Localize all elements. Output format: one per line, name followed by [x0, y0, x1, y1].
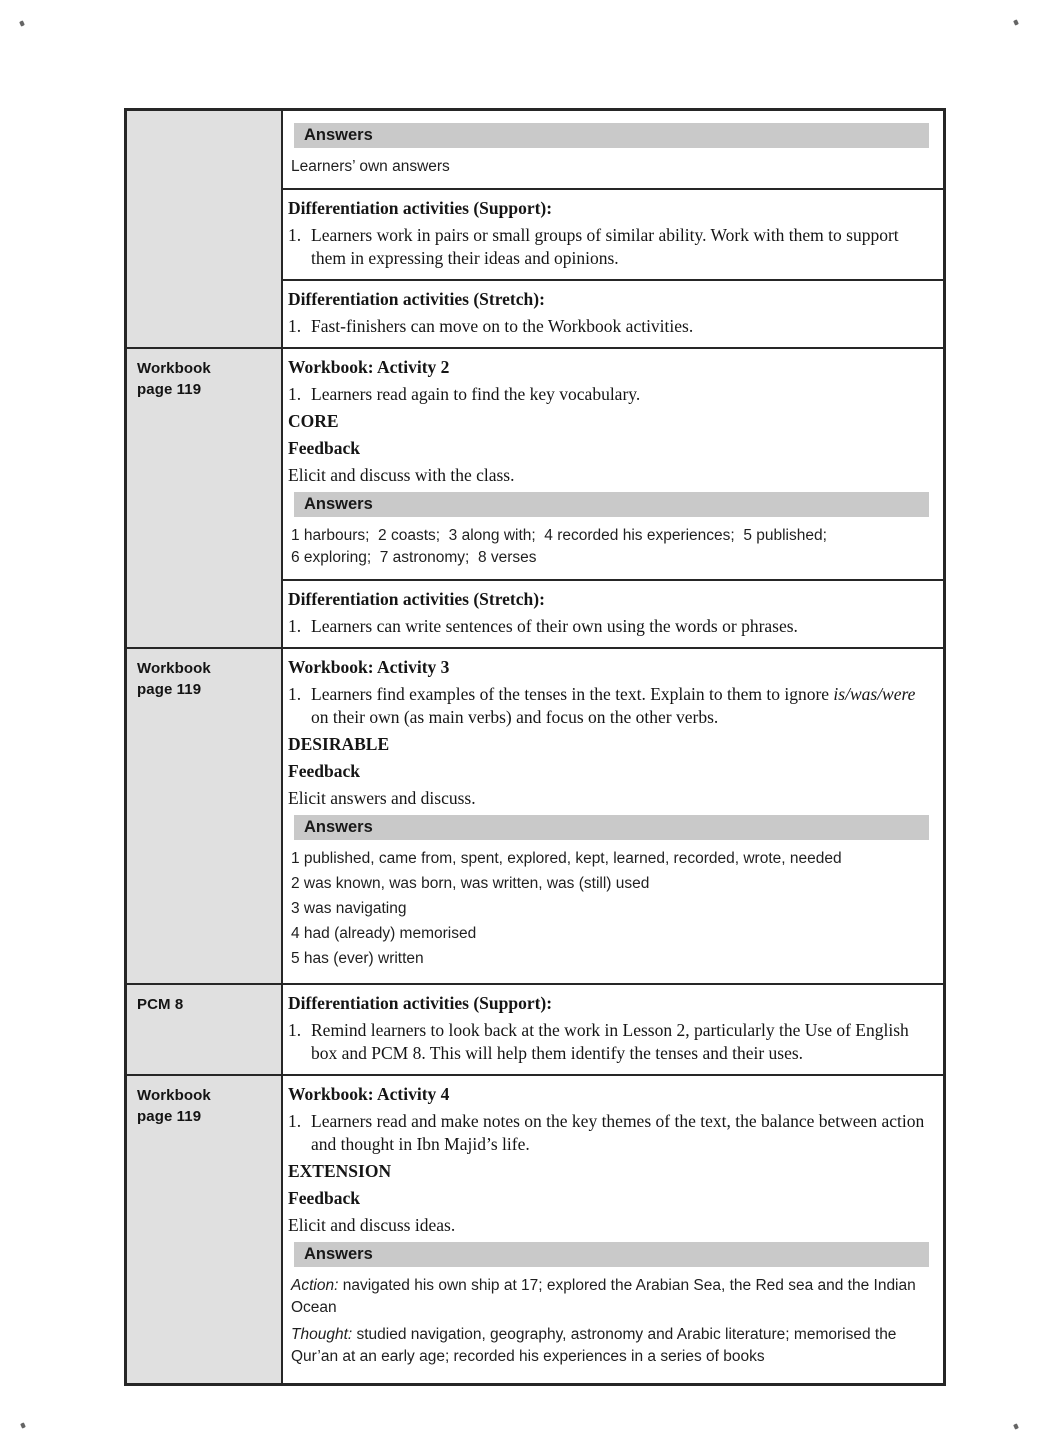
item-text: Learners work in pairs or small groups of similar ability. Work with them to support them in expressing their ideas and opinions.	[311, 225, 899, 268]
numbered-item	[288, 383, 935, 406]
answer-line: 1 harbours; 2 coasts; 3 along with; 4 recorded his experiences; 5 published;	[291, 527, 827, 544]
row-content-cell	[283, 985, 943, 1074]
answer-paragraph: 2 was known, was born, was written, was (still) used	[291, 875, 650, 892]
row-label-cell	[127, 349, 283, 647]
table-row	[127, 347, 943, 647]
numbered-item	[288, 224, 935, 270]
differentiation-support-section	[283, 985, 943, 1074]
feedback-label: Feedback	[288, 1188, 360, 1208]
feedback-text: Elicit answers and discuss.	[288, 788, 476, 808]
feedback-text: Elicit and discuss with the class.	[288, 465, 515, 485]
row-label: Workbook	[137, 1087, 211, 1104]
answers-block	[288, 1242, 933, 1374]
feedback-label: Feedback	[288, 438, 360, 458]
answer-paragraph	[291, 1324, 929, 1368]
numbered-item	[288, 1019, 935, 1065]
activity-section	[283, 649, 943, 983]
answer-paragraph: 5 has (ever) written	[291, 950, 424, 967]
answers-content	[288, 148, 933, 179]
table-row	[127, 647, 943, 983]
differentiation-support-section	[283, 188, 943, 279]
differentiation-heading: Differentiation activities (Support):	[288, 198, 553, 218]
crop-mark-bottom-right	[1013, 1423, 1019, 1429]
row-label-cell	[127, 111, 283, 347]
item-number: 1.	[288, 384, 302, 404]
row-label-cell	[127, 649, 283, 983]
row-label: Workbook	[137, 360, 211, 377]
answers-section	[283, 111, 943, 188]
answer-paragraph: 4 had (already) memorised	[291, 925, 477, 942]
answers-content	[288, 840, 933, 974]
item-text-part: Learners find examples of the tenses in the text. Explain to them to ignore	[311, 684, 834, 704]
answers-block	[288, 123, 933, 179]
lesson-plan-table	[124, 108, 946, 1386]
answers-header: Answers	[294, 815, 929, 840]
level-label: DESIRABLE	[288, 734, 390, 754]
row-label: page 119	[137, 681, 202, 698]
activity-section	[283, 349, 943, 579]
activity-section	[283, 1076, 943, 1383]
activity-title: Workbook: Activity 2	[288, 357, 450, 377]
answers-block	[288, 815, 933, 974]
row-label: Workbook	[137, 660, 211, 677]
answers-header: Answers	[294, 1242, 929, 1267]
item-text: Learners read and make notes on the key themes of the text, the balance between action and thought in Ibn Majid’s life.	[311, 1111, 925, 1154]
differentiation-stretch-section	[283, 579, 943, 647]
row-label-cell	[127, 1076, 283, 1383]
row-label: page 119	[137, 381, 202, 398]
numbered-item	[288, 683, 935, 729]
differentiation-heading: Differentiation activities (Support):	[288, 993, 553, 1013]
differentiation-stretch-section	[283, 279, 943, 347]
answers-content	[288, 1267, 933, 1374]
answer-paragraph	[291, 1275, 929, 1319]
table-row	[127, 111, 943, 347]
row-content-cell	[283, 1076, 943, 1383]
answers-block	[288, 492, 933, 570]
item-text: Learners read again to find the key vocabulary.	[311, 384, 641, 404]
crop-mark-top-left	[19, 20, 25, 26]
level-label: EXTENSION	[288, 1161, 392, 1181]
feedback-text: Elicit and discuss ideas.	[288, 1215, 456, 1235]
item-text	[311, 683, 935, 729]
answer-lead-label: Action:	[291, 1277, 339, 1294]
activity-title: Workbook: Activity 3	[288, 657, 450, 677]
row-content-cell	[283, 349, 943, 647]
crop-mark-top-right	[1013, 19, 1019, 25]
item-text: Fast-finishers can move on to the Workbook activities.	[311, 316, 694, 336]
differentiation-heading: Differentiation activities (Stretch):	[288, 289, 545, 309]
row-content-cell	[283, 649, 943, 983]
item-text: Remind learners to look back at the work in Lesson 2, particularly the Use of English box and PCM 8. This will help them identify the tenses and their uses.	[311, 1020, 909, 1063]
item-number: 1.	[288, 1111, 302, 1131]
row-label: page 119	[137, 1108, 202, 1125]
row-label-cell	[127, 985, 283, 1074]
answer-paragraph: 3 was navigating	[291, 900, 407, 917]
answer-line: 6 exploring; 7 astronomy; 8 verses	[291, 549, 537, 566]
answers-content	[288, 517, 933, 570]
numbered-item	[288, 1110, 935, 1156]
numbered-item	[288, 615, 935, 638]
feedback-label: Feedback	[288, 761, 360, 781]
item-number: 1.	[288, 316, 302, 336]
numbered-item	[288, 315, 935, 338]
answer-lead-label: Thought:	[291, 1326, 353, 1343]
differentiation-heading: Differentiation activities (Stretch):	[288, 589, 545, 609]
row-label: PCM 8	[137, 996, 184, 1013]
item-text: Learners can write sentences of their own using the words or phrases.	[311, 616, 798, 636]
item-text-italic: is/was/were	[833, 684, 916, 704]
table-row	[127, 1074, 943, 1383]
row-content-cell	[283, 111, 943, 347]
answer-line: Learners’ own answers	[291, 158, 450, 175]
item-number: 1.	[288, 225, 302, 245]
item-number: 1.	[288, 1020, 302, 1040]
answers-header: Answers	[294, 123, 929, 148]
answer-lead-text: studied navigation, geography, astronomy and Arabic literature; memorised the Qur’an at an early age; recorded his experiences in a series of books	[291, 1326, 901, 1365]
item-number: 1.	[288, 684, 302, 704]
answer-paragraph: 1 published, came from, spent, explored, kept, learned, recorded, wrote, needed	[291, 850, 842, 867]
item-number: 1.	[288, 616, 302, 636]
answer-lead-text: navigated his own ship at 17; explored the Arabian Sea, the Red sea and the Indian Ocean	[291, 1277, 921, 1316]
crop-mark-bottom-left	[20, 1422, 26, 1428]
table-row	[127, 983, 943, 1074]
answers-header: Answers	[294, 492, 929, 517]
activity-title: Workbook: Activity 4	[288, 1084, 450, 1104]
item-text-part: on their own (as main verbs) and focus on the other verbs.	[311, 707, 719, 727]
level-label: CORE	[288, 411, 339, 431]
